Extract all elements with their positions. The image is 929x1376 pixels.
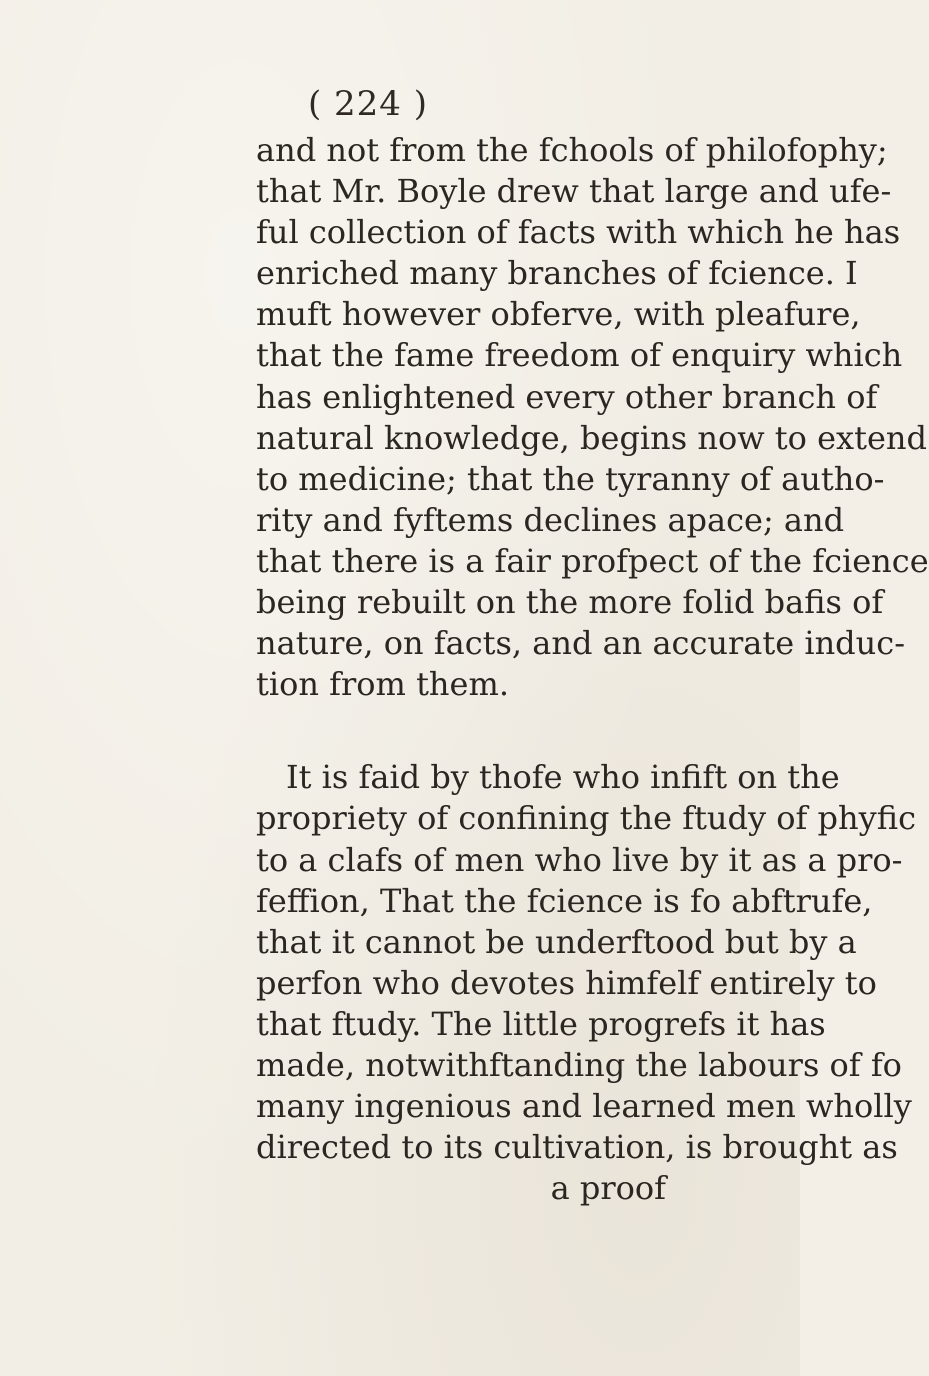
text-line: many ingenious and learned men wholly (256, 1087, 912, 1126)
text-line: natural knowledge, begins now to extend (256, 418, 927, 457)
text-line: that the fame freedom of enquiry which (256, 336, 903, 375)
paragraph-2 (256, 757, 916, 1168)
text-line: tion from them. (256, 665, 509, 704)
text-line: that there is a fair profpect of the fcience (256, 541, 929, 580)
text-line: being rebuilt on the more folid bafis of (256, 583, 884, 622)
text-line: nature, on facts, and an accurate induc- (256, 624, 905, 663)
body-text (256, 130, 929, 1209)
text-line: has enlightened every other branch of (256, 377, 878, 416)
text-line: perfon who devotes himfelf entirely to (256, 963, 877, 1002)
text-line: enriched many branches of fcience. I (256, 254, 858, 293)
paragraph-1 (256, 130, 929, 705)
text-line: to medicine; that the tyranny of autho- (256, 459, 885, 498)
page-number: ( 224 ) (307, 84, 429, 124)
text-line: directed to its cultivation, is brought as (256, 1128, 898, 1167)
text-line: ful collection of facts with which he has (256, 213, 901, 252)
text-line: and not from the fchools of philofophy; (256, 131, 888, 169)
text-line: that Mr. Boyle drew that large and ufe- (256, 172, 892, 211)
paragraph-gap (256, 705, 676, 757)
text-line: that it cannot be underftood but by a (256, 922, 857, 961)
catchword: a proof (550, 1169, 666, 1208)
text-line: made, notwithftanding the labours of fo (256, 1045, 902, 1084)
text-line: to a clafs of men who live by it as a pro- (256, 840, 903, 879)
text-line: propriety of confining the ftudy of phyfic (256, 799, 916, 838)
text-line: muft however obferve, with pleafure, (256, 295, 861, 334)
text-line: It is faid by thofe who infift on the (286, 758, 840, 797)
text-line: that ftudy. The little progrefs it has (256, 1004, 826, 1043)
text-line: feffion, That the fcience is fo abftrufe, (256, 881, 873, 920)
text-line: rity and fyftems declines apace; and (256, 500, 845, 539)
